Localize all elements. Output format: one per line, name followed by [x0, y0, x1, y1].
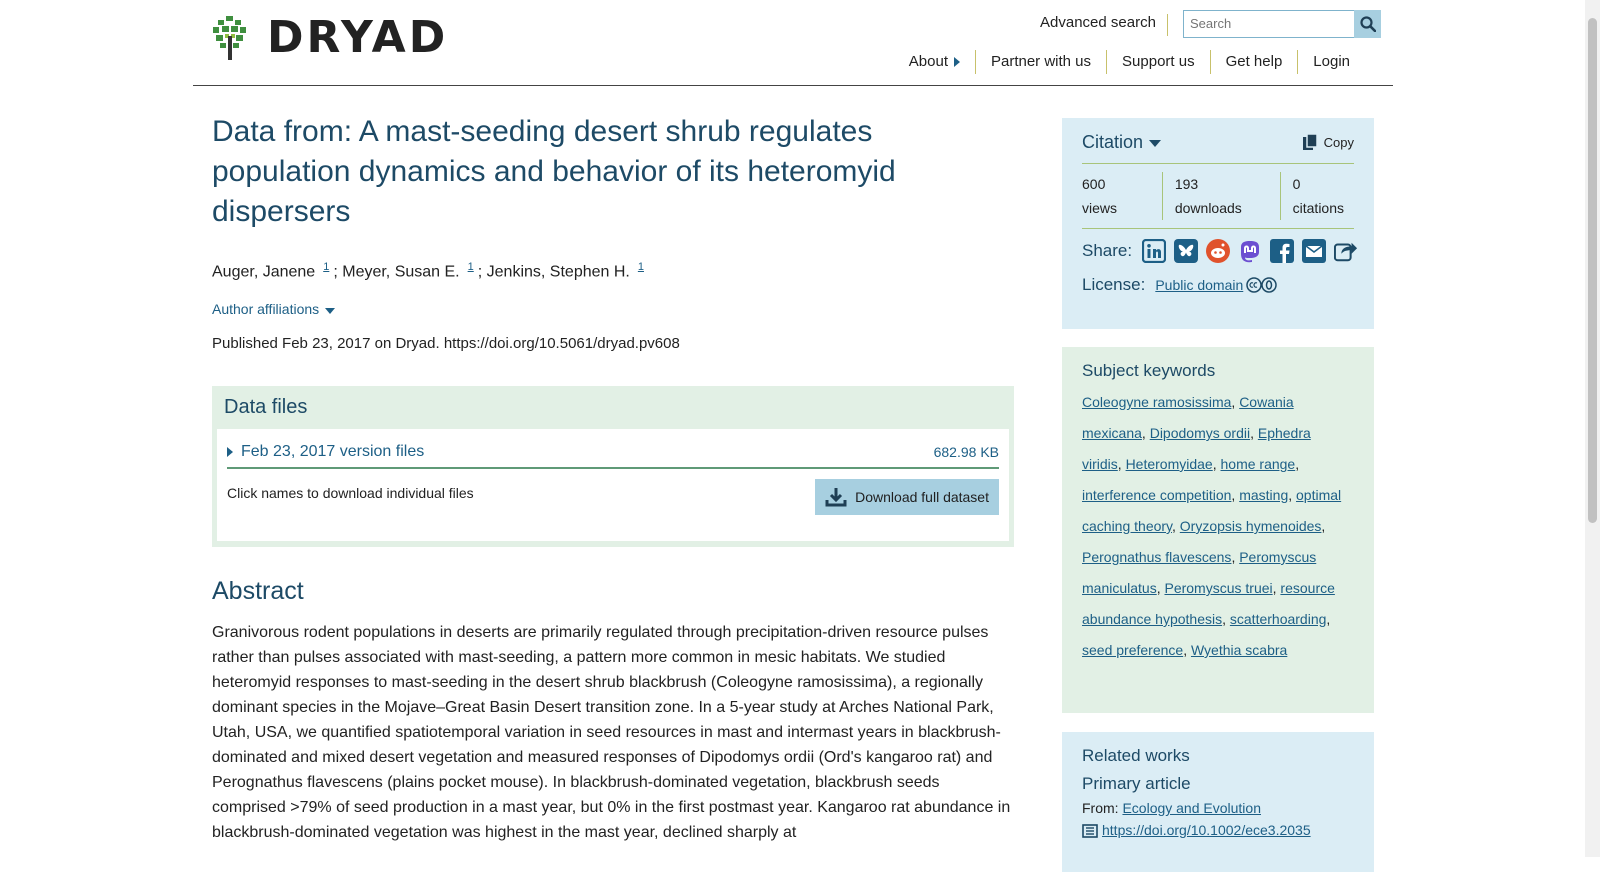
views-metric	[1082, 172, 1162, 220]
author-name: Meyer, Susan E.	[342, 263, 460, 281]
doi-link[interactable]: https://doi.org/10.1002/ece3.2035	[1102, 822, 1311, 838]
affiliation-link[interactable]: 1	[637, 261, 644, 273]
citation-header	[1082, 132, 1354, 164]
bluesky-icon[interactable]	[1174, 239, 1198, 263]
license-label: License:	[1082, 275, 1146, 294]
search-icon	[1360, 16, 1376, 32]
nav-about-label: About	[908, 53, 948, 70]
keyword-link[interactable]: seed preference	[1082, 642, 1184, 658]
tree-logo-icon	[213, 16, 247, 60]
version-label: Feb 23, 2017 version files	[241, 443, 425, 461]
from-label: From:	[1082, 800, 1119, 816]
scrollbar-thumb[interactable]	[1588, 18, 1597, 523]
keyword-link[interactable]: masting	[1239, 487, 1289, 503]
dryad-logo[interactable]	[213, 12, 449, 63]
keyword-link[interactable]: Perognathus flavescens	[1082, 549, 1232, 565]
version-files-toggle[interactable]	[227, 443, 999, 469]
linkedin-icon[interactable]	[1142, 239, 1166, 263]
keyword-link[interactable]: interference competition	[1082, 487, 1232, 503]
reddit-icon[interactable]	[1206, 239, 1230, 263]
site-header	[193, 0, 1393, 86]
page-scrollbar[interactable]	[1585, 0, 1600, 857]
keyword-link[interactable]: Wyethia scabra	[1190, 642, 1288, 658]
affiliation-link[interactable]: 1	[467, 261, 474, 273]
advanced-search-link[interactable]: Advanced search	[1040, 14, 1156, 31]
main-nav	[894, 50, 1365, 74]
nav-partner[interactable]: Partner with us	[975, 50, 1106, 74]
metric-label: citations	[1292, 200, 1344, 216]
citation-panel	[1062, 118, 1374, 329]
keyword-link[interactable]: scatterhoarding	[1229, 611, 1327, 627]
keyword-link[interactable]: resource abundance hypothesis	[1082, 580, 1335, 627]
facebook-icon[interactable]	[1270, 239, 1294, 263]
page-title: Data from: A mast-seeding desert shrub regulates population dynamics and behavior of its heteromyid dispersers	[212, 115, 896, 228]
affiliations-label: Author affiliations	[212, 301, 320, 318]
copy-citation-button[interactable]	[1302, 134, 1354, 152]
author-separator: ;	[477, 263, 483, 281]
divider	[1167, 14, 1168, 36]
copy-icon	[1302, 134, 1318, 152]
publication-info: Published Feb 23, 2017 on Dryad. https://doi.org/10.5061/dryad.pv608	[212, 335, 680, 353]
downloads-metric	[1162, 172, 1280, 220]
dataset-size: 682.98 KB	[933, 444, 999, 461]
abstract-heading: Abstract	[212, 577, 304, 606]
nav-get-help[interactable]: Get help	[1210, 50, 1298, 74]
nav-about[interactable]	[894, 50, 975, 74]
metric-label: views	[1082, 200, 1118, 216]
related-works-heading: Related works	[1082, 746, 1190, 765]
keyword-link[interactable]: Oryzopsis hymenoides	[1179, 518, 1322, 534]
subject-keywords-panel	[1062, 347, 1374, 713]
related-journal	[1082, 800, 1354, 816]
related-doi	[1082, 822, 1354, 838]
license-link[interactable]: Public domain	[1155, 277, 1244, 293]
keyword-link[interactable]: Peromyscus truei	[1164, 580, 1273, 596]
email-icon[interactable]	[1302, 239, 1326, 263]
metric-value: 0	[1292, 176, 1301, 192]
data-files-body	[217, 429, 1009, 541]
main-content	[212, 112, 1014, 845]
caret-down-icon	[1149, 140, 1161, 147]
keyword-link[interactable]: Ephedra viridis	[1082, 425, 1311, 472]
search-field[interactable]	[1183, 10, 1355, 38]
keyword-link[interactable]: Coleogyne ramosissima	[1082, 394, 1232, 410]
author-list	[212, 258, 1014, 281]
citations-metric	[1280, 172, 1354, 220]
share-row	[1082, 239, 1354, 263]
copy-label: Copy	[1323, 135, 1354, 150]
article-icon	[1082, 824, 1098, 838]
metric-label: downloads	[1174, 200, 1242, 216]
abstract-text: Granivorous rodent populations in deserts are primarily regulated through precipitation-driven resource pulses rather than pulses associated with mast-seeding, a pattern more common in mesic habitats. We studied heteromyid responses to mast-seeding in the desert shrub blackbrush (Coleogyne ramosissima), a regionally dominant species in the Mojave–Great Basin Desert transition zone. In a 5-year study at Arches National Park, Utah, USA, we quantified spatiotemporal variation in seed resources in mast and intermast years in blackbrush-dominated and mixed desert vegetation and measured responses of Dipodomys ordii (Ord's kangaroo rat) and Perognathus flavescens (plains pocket mouse). In blackbrush-dominated vegetation, blackbrush seeds comprised >79% of seed production in a mast year, but 0% in the first postmast year. Kangaroo rat abundance in blackbrush-dominated vegetation was highest in the mast year, declined sharply at	[212, 624, 1011, 842]
license-row	[1082, 275, 1354, 295]
metrics-row	[1082, 164, 1354, 229]
keywords-heading: Subject keywords	[1082, 361, 1216, 380]
keyword-link[interactable]: Peromyscus maniculatus	[1082, 549, 1317, 596]
share-label: Share:	[1082, 241, 1133, 260]
author-name: Auger, Janene	[212, 263, 316, 281]
journal-link[interactable]: Ecology and Evolution	[1122, 800, 1261, 816]
version-files-link[interactable]	[227, 443, 424, 461]
search-button[interactable]	[1354, 10, 1381, 38]
affiliation-link[interactable]: 1	[323, 261, 330, 273]
logo-wordmark: DRYAD	[267, 12, 449, 63]
data-files-title: Data files	[224, 396, 308, 419]
download-label: Download full dataset	[855, 489, 989, 506]
download-row	[227, 485, 999, 515]
keyword-link[interactable]: optimal caching theory	[1082, 487, 1342, 534]
caret-right-icon	[954, 57, 960, 67]
keyword-link[interactable]: home range	[1220, 456, 1296, 472]
metric-value: 193	[1174, 176, 1199, 192]
citation-label: Citation	[1082, 132, 1144, 152]
caret-down-icon	[325, 308, 335, 314]
nav-login[interactable]: Login	[1297, 50, 1365, 74]
caret-right-icon	[227, 447, 233, 457]
search-input[interactable]	[1184, 11, 1356, 35]
related-works-panel	[1062, 732, 1374, 872]
keyword-link[interactable]: Heteromyidae	[1125, 456, 1213, 472]
keyword-link[interactable]: Dipodomys ordii	[1149, 425, 1251, 441]
author-name: Jenkins, Stephen H.	[486, 263, 630, 281]
mastodon-icon[interactable]	[1238, 239, 1262, 263]
data-files-panel	[212, 386, 1014, 547]
metric-value: 600	[1082, 176, 1106, 192]
share-icon[interactable]	[1334, 239, 1358, 263]
author-affiliations-toggle[interactable]	[212, 301, 1014, 317]
cc0-icon	[1246, 277, 1278, 293]
nav-support[interactable]: Support us	[1106, 50, 1210, 74]
primary-article-heading: Primary article	[1082, 774, 1191, 793]
download-full-dataset-button[interactable]	[815, 479, 999, 515]
author-separator: ;	[333, 263, 338, 281]
keyword-list: Coleogyne ramosissima, Cowania mexicana, Dipodomys ordii, Ephedra viridis, Heteromyidae, home range, interference competition, masting, optimal caching theory, Oryzopsis hymenoides, Perognathus flavescens, Peromyscus maniculatus, Peromyscus truei, resource abundance hypothesis, scatterhoarding, seed preference, Wyethia scabra	[1082, 394, 1342, 658]
download-note: Click names to download individual files	[227, 485, 474, 502]
download-icon	[825, 487, 847, 507]
citation-toggle[interactable]	[1082, 132, 1161, 153]
keyword-link[interactable]: Cowania mexicana	[1082, 394, 1294, 441]
